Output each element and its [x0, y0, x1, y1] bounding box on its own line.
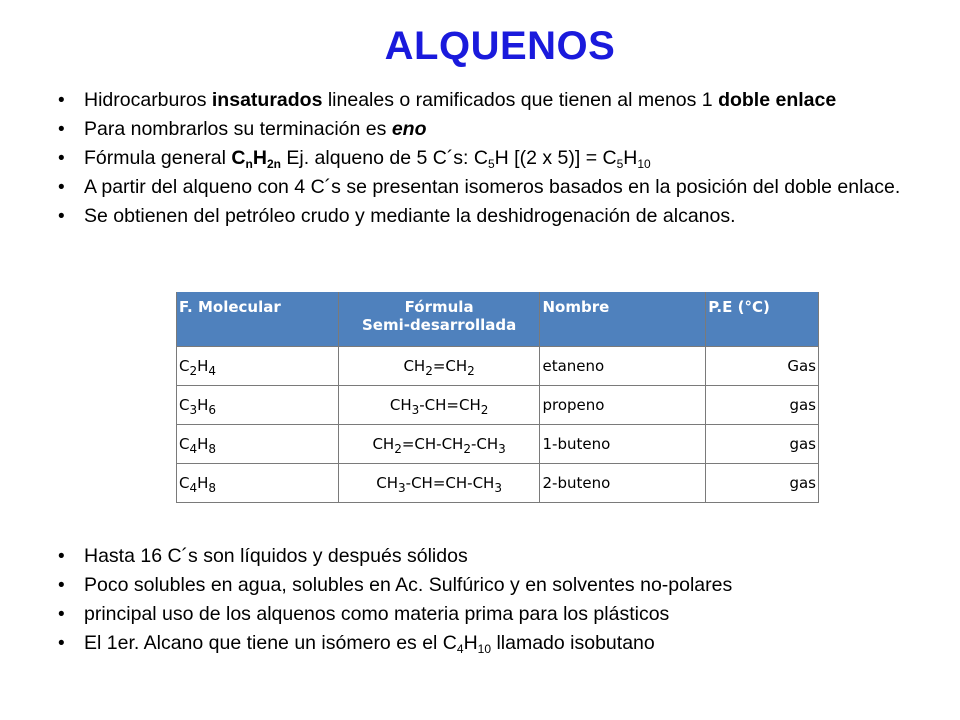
header-molecular-formula: F. Molecular [177, 292, 339, 346]
bullet-bold-text: insaturados [211, 89, 323, 111]
formula-h: H [252, 147, 267, 169]
bullet-text: Hasta 16 C´s son líquidos y después sólidos [84, 545, 468, 567]
bullet-text: H [623, 147, 638, 169]
cell-boiling-point: Gas [706, 346, 819, 385]
bullet-general-formula [58, 144, 918, 173]
bullet-dot: • [58, 90, 65, 111]
bullet-text: Hidrocarburos [84, 89, 212, 111]
header-line: Semi-desarrollada [361, 316, 517, 334]
table-header-row [177, 292, 819, 346]
cell-name: 2-buteno [540, 463, 706, 502]
formula-subscript: 5 [616, 157, 624, 171]
cell-semi-formula: $CH_3-CH=CH-CH_3$ [338, 463, 540, 502]
bullet-dot: • [58, 177, 65, 198]
header-name: Nombre [540, 292, 706, 346]
formula-subscript: 4 [456, 642, 464, 656]
formula-subscript: 2n [266, 157, 281, 171]
cell-semi-formula: $CH_3-CH=CH_2$ [338, 385, 540, 424]
bullet-solubility [58, 571, 918, 600]
bullet-dot: • [58, 119, 65, 140]
cell-name: etaneno [540, 346, 706, 385]
page-title: ALQUENOS [384, 24, 616, 68]
cell-molecular-formula: $C_4H_8$ [177, 463, 339, 502]
formula-subscript: 10 [637, 157, 651, 171]
bullet-text: A partir del alqueno con 4 C´s se presentan isomeros basados en la posición del doble enlace. [84, 176, 901, 198]
bullet-text: Para nombrarlos su terminación es [84, 118, 392, 140]
bullet-text: H [(2 x 5)] = C [494, 147, 617, 169]
cell-name: propeno [540, 385, 706, 424]
bullet-naming [58, 115, 918, 144]
table-row [177, 346, 819, 385]
bullet-text: lineales o ramificados que tienen al menos 1 [322, 89, 719, 111]
cell-boiling-point: gas [706, 463, 819, 502]
cell-semi-formula: $CH_2=CH-CH_2-CH_3$ [338, 424, 540, 463]
bullet-text: H [463, 632, 478, 654]
formula-subscript: n [245, 157, 253, 171]
bullet-dot: • [58, 604, 65, 625]
bullet-bold-text: doble enlace [718, 89, 837, 111]
bullet-unsaturated [58, 86, 918, 115]
cell-boiling-point: gas [706, 424, 819, 463]
header-semi-developed-formula [338, 292, 540, 346]
cell-boiling-point: gas [706, 385, 819, 424]
bullet-text: principal uso de los alquenos como materia prima para los plásticos [84, 603, 670, 625]
properties-bullet-list [58, 542, 918, 658]
cell-molecular-formula: $C_3H_6$ [177, 385, 339, 424]
cell-name: 1-buteno [540, 424, 706, 463]
cell-molecular-formula: $C_2H_4$ [177, 346, 339, 385]
bullet-dot: • [58, 148, 65, 169]
header-boiling-point: P.E (°C) [706, 292, 819, 346]
bullet-dot: • [58, 633, 65, 654]
bullet-source [58, 202, 918, 231]
bullet-text: El 1er. Alcano que tiene un isómero es el C [84, 632, 457, 654]
bullet-text: Poco solubles en agua, solubles en Ac. Sulfúrico y en solventes no-polares [84, 574, 733, 596]
intro-bullet-list [58, 86, 918, 231]
bullet-isobutane [58, 629, 918, 658]
header-line: Fórmula [404, 298, 474, 316]
bullet-states [58, 542, 918, 571]
table-row [177, 463, 819, 502]
table-row [177, 424, 819, 463]
bullet-text: llamado isobutano [491, 632, 655, 654]
formula-c: C [231, 147, 246, 169]
formula-subscript: 10 [477, 642, 492, 656]
table-row [177, 385, 819, 424]
bullet-text: Fórmula general [84, 147, 232, 169]
formula-subscript: 5 [487, 157, 495, 171]
bullet-uses [58, 600, 918, 629]
alkenes-table [176, 292, 819, 503]
bullet-text: Ej. alqueno de 5 C´s: C [280, 147, 488, 169]
bullet-dot: • [58, 575, 65, 596]
cell-molecular-formula: $C_4H_8$ [177, 424, 339, 463]
bullet-dot: • [58, 546, 65, 567]
cell-semi-formula: $CH_2=CH_2$ [338, 346, 540, 385]
bullet-bold-italic-text: eno [391, 118, 427, 140]
bullet-isomers [58, 173, 918, 202]
bullet-dot: • [58, 206, 65, 227]
bullet-text: Se obtienen del petróleo crudo y mediante la deshidrogenación de alcanos. [84, 205, 736, 227]
